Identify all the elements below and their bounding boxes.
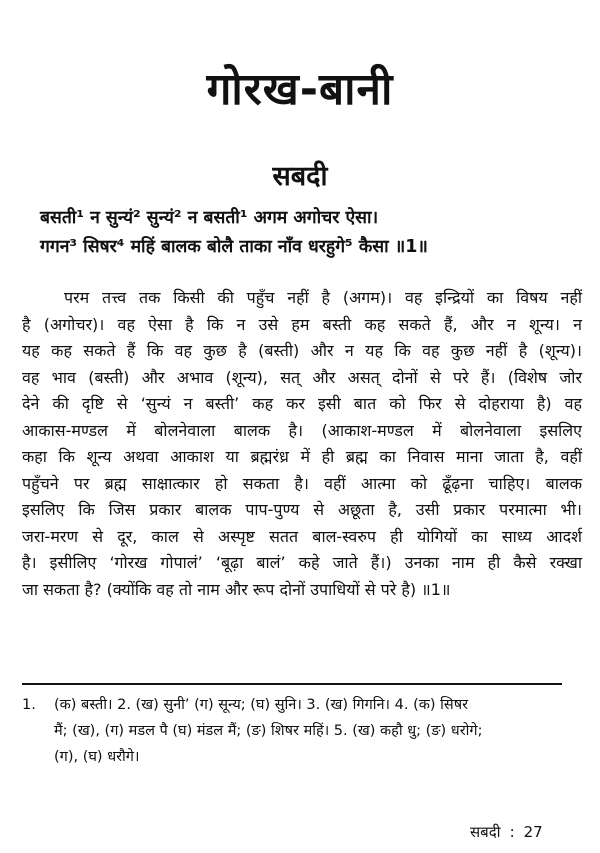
footer-separator: : [509, 823, 515, 841]
footnote-line [22, 692, 567, 718]
verse-block [40, 204, 585, 262]
page-footer [470, 822, 543, 842]
commentary-line: इसलिए कि जिस प्रकार बालक पाप-पुण्य से अछूता है, उसी प्रकार परमात्मा भी। [22, 500, 582, 519]
commentary-line: जा सकता है? (क्योंकि वह तो नाम और रूप दोनों उपाधियों से परे है) ॥1॥ [22, 579, 451, 599]
footnote-line: (ग), (घ) धरौगे। [54, 749, 140, 765]
commentary-line: कहा कि शून्य अथवा आकाश या ब्रह्मरंध्र में ही ब्रह्म का निवास माना जाता है, वहीं [22, 447, 582, 466]
page-number: 27 [523, 823, 543, 841]
commentary-line: पहुँचने पर ब्रह्म साक्षात्कार हो सकता है। वहीं आत्मा को ढूँढ़ना चाहिए। बालक [22, 473, 582, 493]
commentary-line: है। इसीलिए ‘गोरख गोपालं’ ‘बूढ़ा बालं’ कहे जाते हैं।) उनका नाम ही कैसे रक्खा [22, 553, 582, 572]
commentary-line: है (अगोचर)। वह ऐसा है कि न उसे हम बस्ती कह सकते हैं, और न शून्य। न [22, 314, 582, 334]
footnote-divider [22, 683, 562, 685]
footnote-text: (क) बस्ती। 2. (ख) सुनी’ (ग) सून्य; (घ) सुनि। 3. (ख) गिगनि। 4. (क) सिषर [54, 697, 469, 713]
footnote-line: मैं; (ख), (ग) मडल पै (घ) मंडल मैं; (ङ) शिषर महिं। 5. (ख) कहौ धु; (ङ) धरोगे; [54, 723, 483, 739]
commentary-line: देने की दृष्टि से ‘सुन्यं न बस्ती’ कह कर इसी बात को फिर से दोहराया है) वह [22, 394, 582, 413]
verse-line: गगन³ सिषर⁴ महिं बालक बोलै ताका नाँव धरहुगे⁵ कैसा ॥1॥ [40, 237, 428, 257]
commentary-line: यह कह सकते हैं कि वह कुछ है (बस्ती) और न यह कि वह कुछ नहीं है (शून्य)। [22, 341, 582, 360]
page-title: गोरख-बानी [206, 64, 394, 116]
section-heading: सबदी [272, 161, 328, 193]
commentary-line: जरा-मरण से दूर, काल से अस्पृष्ट सतत बाल-स्वरुप ही योगियों का साध्य आदर्श [22, 526, 582, 546]
commentary-paragraph [22, 285, 582, 603]
footnotes [22, 692, 567, 770]
commentary-line: आकास-मण्डल में बोलनेवाला बालक है। (आकाश-मण्डल में बोलनेवाला इसलिए [22, 420, 582, 440]
commentary-line: वह भाव (बस्ती) और अभाव (शून्य), सत् और असत् दोनों से परे हैं। (विशेष जोर [22, 367, 582, 387]
running-footer-section: सबदी [470, 823, 501, 841]
footnote-number: 1. [22, 697, 36, 713]
commentary-line: परम तत्त्व तक किसी की पहुँच नहीं है (अगम)। वह इन्द्रियों का विषय नहीं [64, 288, 582, 307]
verse-line: बसती¹ न सुन्यं² सुन्यं² न बसती¹ अगम अगोचर ऐसा। [40, 208, 379, 228]
